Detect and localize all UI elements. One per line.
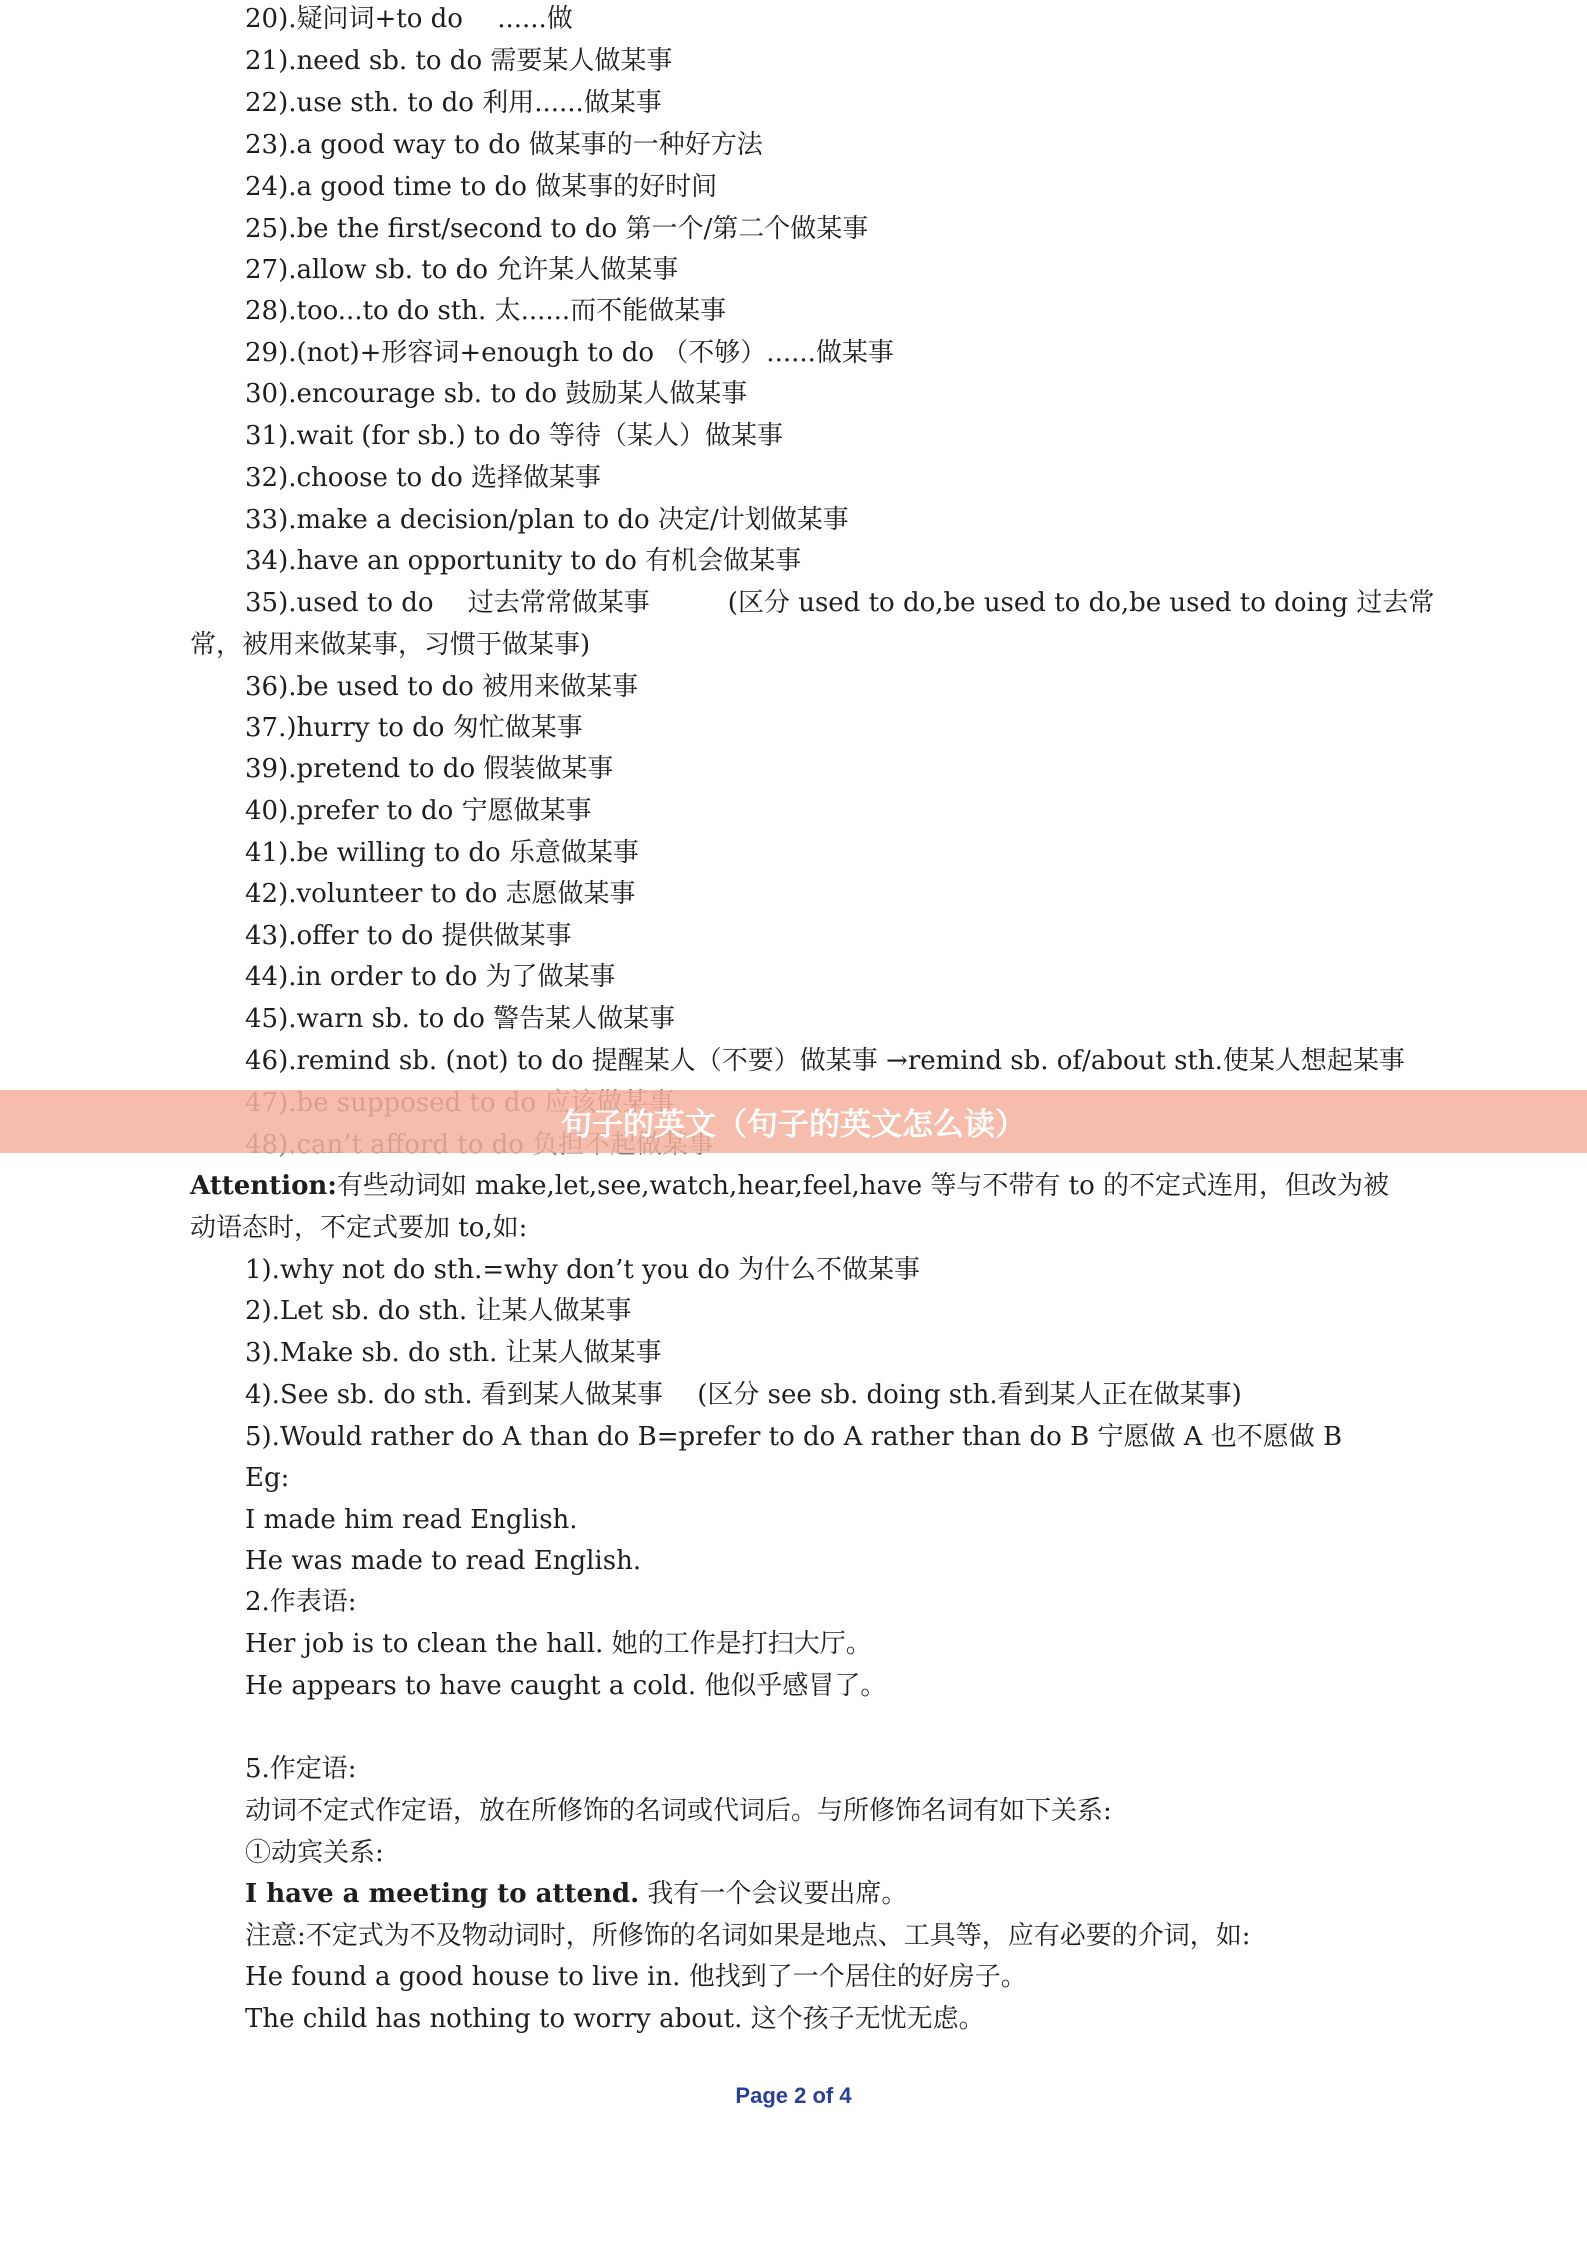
list-item: 32).choose to do 选择做某事 xyxy=(245,463,602,493)
attention-paragraph xyxy=(190,1169,1389,1203)
list-item-35-continued: 常，被用来做某事，习惯于做某事) xyxy=(190,630,591,660)
attention-label: Attention: xyxy=(190,1171,337,1201)
list-item-35: 35).used to do 过去常常做某事 (区分 used to do,be used to do,be used to doing 过去常 xyxy=(245,588,1435,618)
example-label: Eg: xyxy=(245,1463,290,1493)
example-sentence: He was made to read English. xyxy=(245,1546,642,1576)
list-item: 41).be willing to do 乐意做某事 xyxy=(245,838,639,868)
example-sentence: The child has nothing to worry about. 这个孩子无忧无虑。 xyxy=(245,2004,985,2034)
attention-item: 1).why not do sth.=why don’t you do 为什么不做某事 xyxy=(245,1255,921,1285)
list-item: 23).a good way to do 做某事的一种好方法 xyxy=(245,130,763,160)
section-heading: 2.作表语: xyxy=(245,1587,357,1617)
section-description: 动词不定式作定语，放在所修饰的名词或代词后。与所修饰名词有如下关系: xyxy=(245,1796,1112,1826)
example-sentence xyxy=(245,1877,907,1911)
list-item: 24).a good time to do 做某事的好时间 xyxy=(245,172,718,202)
list-item: 45).warn sb. to do 警告某人做某事 xyxy=(245,1004,676,1034)
attention-item: 4).See sb. do sth. 看到某人做某事 (区分 see sb. doing sth.看到某人正在做某事) xyxy=(245,1380,1242,1410)
list-item: 36).be used to do 被用来做某事 xyxy=(245,672,639,702)
title-banner xyxy=(0,1090,1587,1153)
example-bold: I have a meeting to attend. xyxy=(245,1879,640,1909)
example-sentence: He found a good house to live in. 他找到了一个居住的好房子。 xyxy=(245,1962,1027,1992)
list-item: 33).make a decision/plan to do 决定/计划做某事 xyxy=(245,505,849,535)
example-sentence: Her job is to clean the hall. 她的工作是打扫大厅。 xyxy=(245,1629,872,1659)
relation-label: ①动宾关系: xyxy=(245,1838,384,1868)
attention-item: 5).Would rather do A than do B=prefer to do A rather than do B 宁愿做 A 也不愿做 B xyxy=(245,1422,1343,1452)
list-item: 40).prefer to do 宁愿做某事 xyxy=(245,796,592,826)
attention-item: 2).Let sb. do sth. 让某人做某事 xyxy=(245,1296,632,1326)
note-line: 注意:不定式为不及物动词时，所修饰的名词如果是地点、工具等，应有必要的介词，如: xyxy=(245,1921,1251,1951)
page-number: Page 2 of 4 xyxy=(735,2083,852,2108)
list-item: 20).疑问词+to do ......做 xyxy=(245,4,573,34)
list-item: 37.)hurry to do 匆忙做某事 xyxy=(245,713,583,743)
list-item: 22).use sth. to do 利用......做某事 xyxy=(245,88,662,118)
list-item: 30).encourage sb. to do 鼓励某人做某事 xyxy=(245,379,748,409)
list-item: 34).have an opportunity to do 有机会做某事 xyxy=(245,546,802,576)
list-item: 29).(not)+形容词+enough to do （不够）......做某事 xyxy=(245,338,894,368)
list-item: 27).allow sb. to do 允许某人做某事 xyxy=(245,255,679,285)
list-item: 25).be the first/second to do 第一个/第二个做某事 xyxy=(245,214,869,244)
example-sentence: He appears to have caught a cold. 他似乎感冒了。 xyxy=(245,1671,887,1701)
example-sentence: I made him read English. xyxy=(245,1505,578,1535)
attention-item: 3).Make sb. do sth. 让某人做某事 xyxy=(245,1338,662,1368)
list-item: 43).offer to do 提供做某事 xyxy=(245,921,572,951)
list-item: 31).wait (for sb.) to do 等待（某人）做某事 xyxy=(245,421,783,451)
list-item: 46).remind sb. (not) to do 提醒某人（不要）做某事 →remind sb. of/about sth.使某人想起某事 xyxy=(245,1046,1405,1076)
example-translation: 我有一个会议要出席。 xyxy=(639,1879,908,1909)
list-item: 39).pretend to do 假装做某事 xyxy=(245,754,614,784)
list-item: 44).in order to do 为了做某事 xyxy=(245,962,616,992)
list-item: 42).volunteer to do 志愿做某事 xyxy=(245,879,636,909)
list-item: 21).need sb. to do 需要某人做某事 xyxy=(245,46,673,76)
banner-title: 句子的英文（句子的英文怎么读） xyxy=(561,1107,1026,1143)
attention-text: 有些动词如 make,let,see,watch,hear,feel,have 等与不带有 to 的不定式连用，但改为被 xyxy=(336,1171,1389,1201)
section-heading: 5.作定语: xyxy=(245,1754,357,1784)
attention-text-continued: 动语态时，不定式要加 to,如: xyxy=(190,1213,528,1243)
list-item: 28).too...to do sth. 太......而不能做某事 xyxy=(245,296,727,326)
